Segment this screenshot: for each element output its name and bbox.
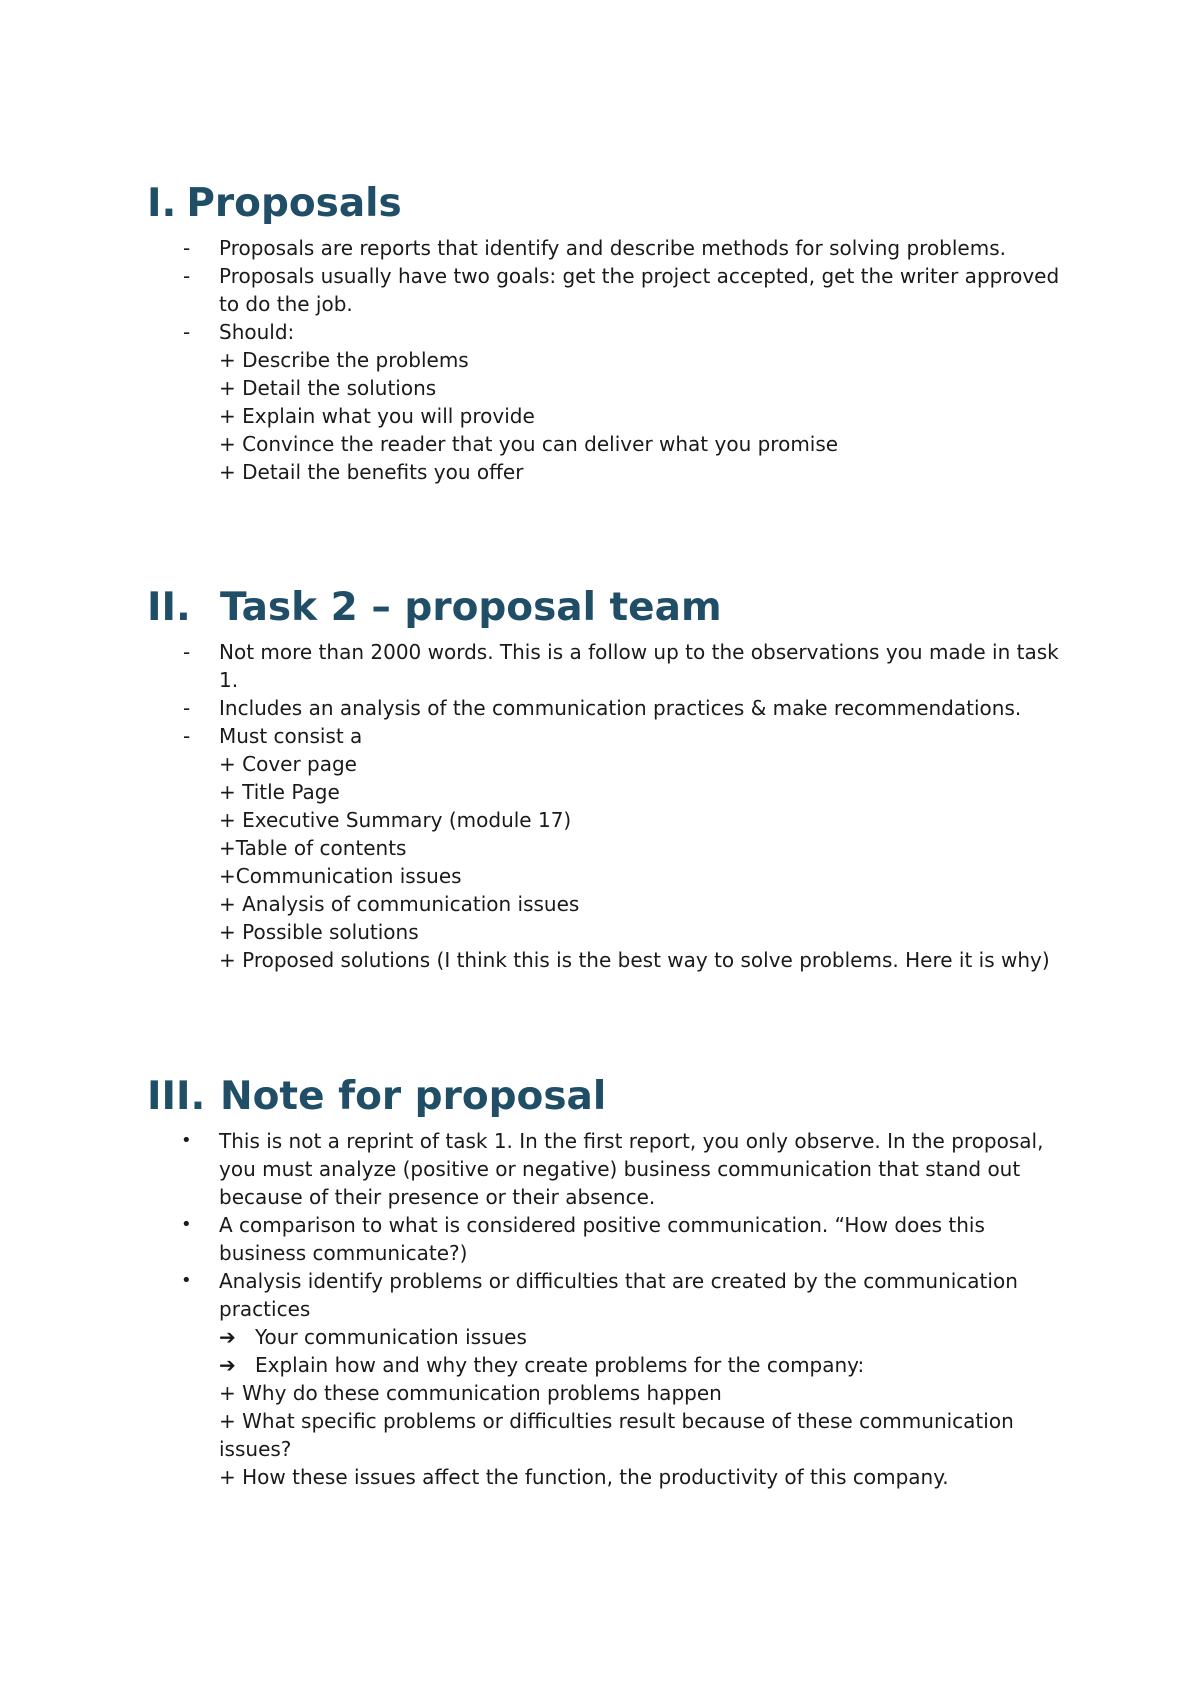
list-item-text: Includes an analysis of the communication practices & make recommendations. [219,696,1022,720]
sub-item: + Convince the reader that you can deliver what you promise [219,432,839,456]
sub-list [219,346,1067,486]
sub-item: + Describe the problems [219,348,469,372]
sub-item: + Detail the benefits you offer [219,460,524,484]
section-proposals [147,180,1067,486]
bullet-list [147,234,1067,486]
arrow-item [219,1351,1067,1379]
section-title: Proposals [186,181,402,226]
bullet-list [111,1127,1067,1491]
section-title: Task 2 – proposal team [220,585,722,630]
list-item-text: Proposals are reports that identify and describe methods for solving problems. [219,236,1006,260]
arrow-item-text: Explain how and why they create problems for the company: [255,1353,865,1377]
sub-item: + Executive Summary (module 17) [219,808,572,832]
list-item [147,722,1067,974]
sub-list [219,750,1067,974]
sub-item: + Explain what you will provide [219,404,535,428]
section-number: III. [147,1074,206,1119]
dash-marker: - [183,320,191,344]
sub-item: + Proposed solutions (I think this is the best way to solve problems. Here it is why) [219,948,1050,972]
list-item [111,1211,1067,1267]
sub-item: + Possible solutions [219,920,419,944]
list-item-text: Should: [219,320,295,344]
bullet-marker: • [181,1214,192,1235]
section-heading [147,1073,1067,1121]
list-item-text: Not more than 2000 words. This is a follow up to the observations you made in task 1. [219,640,1059,692]
dash-marker: - [183,640,191,664]
bullet-marker: • [181,1270,192,1291]
dash-marker: - [183,236,191,260]
list-item [147,638,1067,694]
section-number: II. [147,585,191,630]
sub-list [219,1323,1067,1491]
sub-item: + Analysis of communication issues [219,892,580,916]
bullet-list [147,638,1067,974]
list-item [147,262,1067,318]
sub-item: +Table of contents [219,836,407,860]
section-heading [147,584,1067,632]
list-item-text: This is not a reprint of task 1. In the first report, you only observe. In the proposal, you must analyze (positive or negative) business communication that stand out because of their presence or their absence. [219,1129,1044,1209]
list-item [111,1127,1067,1211]
list-item [147,234,1067,262]
list-item [147,318,1067,486]
list-item [147,694,1067,722]
sub-item: + Detail the solutions [219,376,437,400]
section-task-2 [147,584,1067,974]
arrow-right-icon: ➔ [219,1325,236,1349]
sub-item: + How these issues affect the function, the productivity of this company. [219,1465,949,1489]
section-note-for-proposal [147,1073,1067,1491]
list-item-text: Proposals usually have two goals: get the project accepted, get the writer approved to do the job. [219,264,1060,316]
list-item-text: Must consist a [219,724,363,748]
list-item [111,1267,1067,1491]
sub-item: + What specific problems or difficulties result because of these communication issues? [219,1409,1014,1461]
bullet-marker: • [181,1130,192,1151]
sub-item: +Communication issues [219,864,462,888]
arrow-right-icon: ➔ [219,1353,236,1377]
sub-item: + Cover page [219,752,357,776]
section-heading [147,180,1067,228]
dash-marker: - [183,264,191,288]
section-number: I. [147,181,177,226]
list-item-text: Analysis identify problems or difficulties that are created by the communication practices [219,1269,1018,1321]
sub-item: + Title Page [219,780,340,804]
dash-marker: - [183,724,191,748]
arrow-item-text: Your communication issues [255,1325,527,1349]
section-title: Note for proposal [220,1074,607,1119]
dash-marker: - [183,696,191,720]
sub-item: + Why do these communication problems happen [219,1381,722,1405]
list-item-text: A comparison to what is considered positive communication. “How does this business communicate?) [219,1213,985,1265]
arrow-item [219,1323,1067,1351]
